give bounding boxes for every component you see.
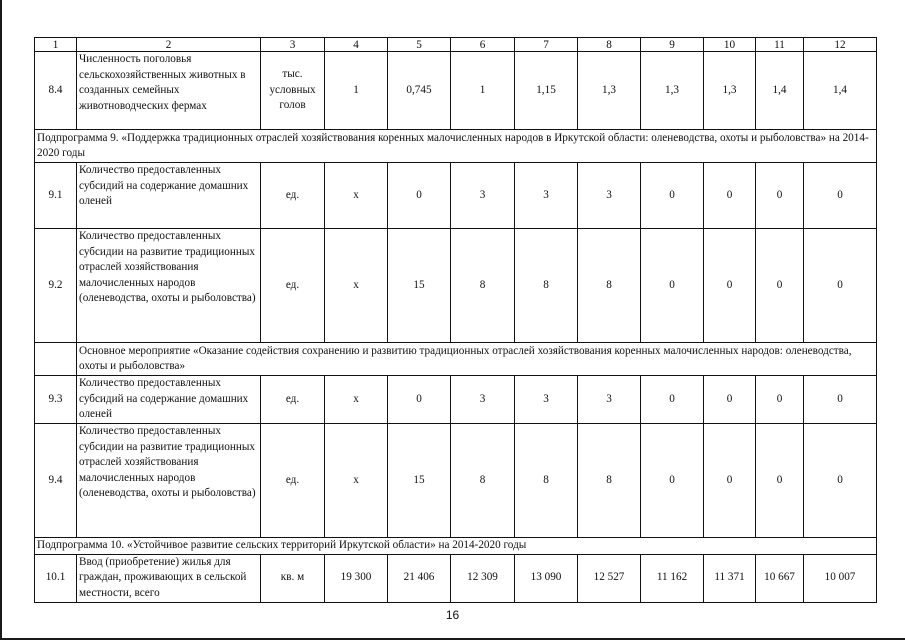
subprogram-title: Подпрограмма 9. «Поддержка традиционных отраслей хозяйствования коренных малочисленных народов в Иркутской области: оленеводства, охоты и рыболовства» на 2014-2020 годы	[35, 130, 877, 163]
value-cell: 11 371	[704, 554, 756, 602]
value-cell: 1,15	[515, 52, 578, 130]
main-activity-title: Основное мероприятие «Оказание содействия сохранению и развитию традиционных отраслей хозяйствования коренных малочисленных народов: оленеводства, охоты и рыболовства»	[77, 343, 877, 376]
col-header-5: 5	[388, 38, 451, 52]
indicator-name: Количество предоставленных субсидий на содержание домашних оленей	[77, 376, 261, 424]
value-cell: 1,3	[641, 52, 704, 130]
value-cell: 10 007	[804, 554, 877, 602]
indicator-name: Ввод (приобретение) жилья для граждан, проживающих в сельской местности, всего	[77, 554, 261, 602]
col-header-3: 3	[261, 38, 325, 52]
value-cell: х	[325, 424, 388, 538]
indicator-name: Количество предоставленных субсидии на развитие традиционных отраслей хозяйствования малочисленных народов (оленеводства, охоты и рыболовства)	[77, 424, 261, 538]
value-cell: 19 300	[325, 554, 388, 602]
value-cell: 3	[515, 163, 578, 229]
value-cell: 11 162	[641, 554, 704, 602]
table-row	[35, 554, 877, 602]
value-cell: х	[325, 376, 388, 424]
unit-of-measure: тыс. условных голов	[261, 52, 325, 130]
value-cell: 0	[804, 424, 877, 538]
unit-of-measure: ед.	[261, 163, 325, 229]
subprogram-row	[35, 538, 877, 555]
value-cell: 0	[388, 376, 451, 424]
unit-of-measure: ед.	[261, 229, 325, 343]
value-cell: 0	[756, 163, 804, 229]
value-cell: 15	[388, 229, 451, 343]
subprogram-title: Подпрограмма 10. «Устойчивое развитие сельских территорий Иркутской области» на 2014-2020 годы	[35, 538, 877, 555]
value-cell: 0	[804, 163, 877, 229]
subprogram-row	[35, 130, 877, 163]
col-header-10: 10	[704, 38, 756, 52]
row-number: 9.2	[35, 229, 77, 343]
value-cell: 0	[641, 424, 704, 538]
value-cell: 0	[756, 424, 804, 538]
table-row	[35, 163, 877, 229]
col-header-8: 8	[578, 38, 641, 52]
value-cell: 0	[388, 163, 451, 229]
indicators-table	[34, 37, 877, 603]
row-number: 9.1	[35, 163, 77, 229]
value-cell: 3	[451, 163, 515, 229]
col-header-11: 11	[756, 38, 804, 52]
value-cell: 12 527	[578, 554, 641, 602]
col-header-2: 2	[77, 38, 261, 52]
col-header-1: 1	[35, 38, 77, 52]
row-number: 9.3	[35, 376, 77, 424]
value-cell: 3	[578, 163, 641, 229]
unit-of-measure: ед.	[261, 376, 325, 424]
value-cell: 0	[704, 376, 756, 424]
unit-of-measure: ед.	[261, 424, 325, 538]
value-cell: 3	[451, 376, 515, 424]
col-header-6: 6	[451, 38, 515, 52]
indicator-name: Численность поголовья сельскохозяйственных животных в созданных семейных животноводческих фермах	[77, 52, 261, 130]
value-cell: 0	[641, 376, 704, 424]
value-cell: 3	[578, 376, 641, 424]
value-cell: 0,745	[388, 52, 451, 130]
value-cell: 1,4	[756, 52, 804, 130]
scan-left-edge	[0, 0, 2, 640]
blank-cell	[35, 343, 77, 376]
table-row	[35, 229, 877, 343]
column-number-row	[35, 38, 877, 52]
value-cell: 8	[515, 229, 578, 343]
value-cell: х	[325, 229, 388, 343]
value-cell: х	[325, 163, 388, 229]
col-header-7: 7	[515, 38, 578, 52]
page-number: 16	[445, 608, 460, 622]
value-cell: 0	[641, 229, 704, 343]
indicator-name: Количество предоставленных субсидий на содержание домашних оленей	[77, 163, 261, 229]
value-cell: 0	[804, 229, 877, 343]
value-cell: 0	[704, 424, 756, 538]
value-cell: 8	[515, 424, 578, 538]
value-cell: 8	[578, 229, 641, 343]
col-header-4: 4	[325, 38, 388, 52]
value-cell: 3	[515, 376, 578, 424]
value-cell: 15	[388, 424, 451, 538]
value-cell: 8	[578, 424, 641, 538]
table-row	[35, 376, 877, 424]
value-cell: 1	[325, 52, 388, 130]
value-cell: 8	[451, 424, 515, 538]
value-cell: 0	[704, 163, 756, 229]
value-cell: 0	[756, 229, 804, 343]
value-cell: 8	[451, 229, 515, 343]
table-row	[35, 424, 877, 538]
value-cell: 12 309	[451, 554, 515, 602]
col-header-12: 12	[804, 38, 877, 52]
value-cell: 0	[704, 229, 756, 343]
subprogram-row	[35, 343, 877, 376]
col-header-9: 9	[641, 38, 704, 52]
value-cell: 10 667	[756, 554, 804, 602]
row-number: 8.4	[35, 52, 77, 130]
table-row	[35, 52, 877, 130]
value-cell: 0	[804, 376, 877, 424]
indicator-name: Количество предоставленных субсидии на развитие традиционных отраслей хозяйствования малочисленных народов (оленеводства, охоты и рыболовства)	[77, 229, 261, 343]
value-cell: 0	[756, 376, 804, 424]
row-number: 9.4	[35, 424, 77, 538]
value-cell: 13 090	[515, 554, 578, 602]
value-cell: 1,3	[578, 52, 641, 130]
value-cell: 1,3	[704, 52, 756, 130]
unit-of-measure: кв. м	[261, 554, 325, 602]
row-number: 10.1	[35, 554, 77, 602]
table-body	[35, 38, 877, 603]
value-cell: 1,4	[804, 52, 877, 130]
value-cell: 0	[641, 163, 704, 229]
value-cell: 1	[451, 52, 515, 130]
value-cell: 21 406	[388, 554, 451, 602]
